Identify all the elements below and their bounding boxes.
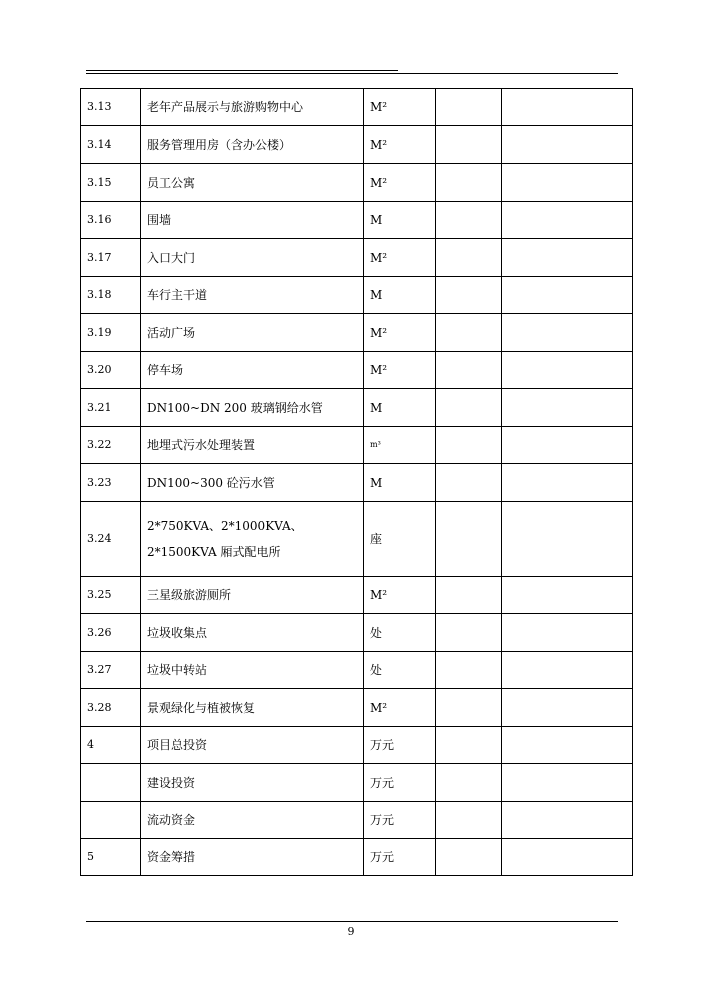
item-remark (502, 652, 633, 689)
footer-rule (86, 921, 618, 922)
item-quantity (436, 502, 502, 577)
item-name: 建设投资 (141, 764, 364, 802)
item-remark (502, 577, 633, 614)
item-unit: M² (364, 577, 436, 614)
item-remark (502, 614, 633, 652)
item-name: 入口大门 (141, 239, 364, 277)
item-quantity (436, 464, 502, 502)
row-number: 3.23 (81, 464, 141, 502)
table-row (81, 614, 633, 652)
item-quantity (436, 614, 502, 652)
header-rule-long (86, 73, 618, 74)
item-name: 资金筹措 (141, 839, 364, 876)
table-row (81, 352, 633, 389)
item-remark (502, 764, 633, 802)
item-remark (502, 727, 633, 764)
item-unit: M (364, 277, 436, 314)
row-number: 4 (81, 727, 141, 764)
item-name: 员工公寓 (141, 164, 364, 202)
row-number: 3.28 (81, 689, 141, 727)
item-unit: M² (364, 89, 436, 126)
row-number: 3.20 (81, 352, 141, 389)
table-row (81, 464, 633, 502)
row-number: 5 (81, 839, 141, 876)
row-number: 3.14 (81, 126, 141, 164)
item-remark (502, 89, 633, 126)
table-row (81, 164, 633, 202)
row-number: 3.26 (81, 614, 141, 652)
item-unit: M (364, 202, 436, 239)
table-row (81, 764, 633, 802)
item-quantity (436, 352, 502, 389)
row-number: 3.19 (81, 314, 141, 352)
item-quantity (436, 202, 502, 239)
row-number: 3.21 (81, 389, 141, 427)
item-quantity (436, 727, 502, 764)
item-unit: M (364, 389, 436, 427)
item-remark (502, 464, 633, 502)
item-unit: M² (364, 126, 436, 164)
item-unit: M² (364, 239, 436, 277)
table-row (81, 89, 633, 126)
item-name: DN100~300 砼污水管 (141, 464, 364, 502)
row-number: 3.15 (81, 164, 141, 202)
row-number (81, 802, 141, 839)
item-remark (502, 839, 633, 876)
item-name: DN100~DN 200 玻璃钢给水管 (141, 389, 364, 427)
item-quantity (436, 577, 502, 614)
row-number: 3.13 (81, 89, 141, 126)
item-name: 流动资金 (141, 802, 364, 839)
item-name: 景观绿化与植被恢复 (141, 689, 364, 727)
item-name: 地埋式污水处理装置 (141, 427, 364, 464)
item-remark (502, 164, 633, 202)
row-number: 3.25 (81, 577, 141, 614)
item-name: 垃圾收集点 (141, 614, 364, 652)
item-unit: M² (364, 164, 436, 202)
item-unit: 万元 (364, 839, 436, 876)
table-row (81, 802, 633, 839)
item-name: 三星级旅游厕所 (141, 577, 364, 614)
table-row (81, 689, 633, 727)
item-unit: m³ (364, 427, 436, 464)
item-quantity (436, 689, 502, 727)
item-quantity (436, 427, 502, 464)
item-name: 项目总投资 (141, 727, 364, 764)
item-unit: M (364, 464, 436, 502)
row-number (81, 764, 141, 802)
row-number: 3.27 (81, 652, 141, 689)
item-name: 车行主干道 (141, 277, 364, 314)
table-row (81, 126, 633, 164)
item-remark (502, 502, 633, 577)
item-unit: 座 (364, 502, 436, 577)
item-name: 2*750KVA、2*1000KVA、2*1500KVA 厢式配电所 (141, 502, 364, 577)
table-row (81, 577, 633, 614)
item-remark (502, 352, 633, 389)
item-unit: 万元 (364, 764, 436, 802)
row-number: 3.22 (81, 427, 141, 464)
table-row (81, 427, 633, 464)
table-row (81, 727, 633, 764)
item-quantity (436, 277, 502, 314)
investment-table (80, 88, 633, 876)
item-name: 围墙 (141, 202, 364, 239)
item-quantity (436, 314, 502, 352)
table-row (81, 202, 633, 239)
item-unit: 万元 (364, 802, 436, 839)
item-quantity (436, 89, 502, 126)
page-number: 9 (347, 925, 355, 938)
table-row (81, 652, 633, 689)
item-remark (502, 427, 633, 464)
item-name: 停车场 (141, 352, 364, 389)
item-quantity (436, 389, 502, 427)
item-name: 活动广场 (141, 314, 364, 352)
item-remark (502, 126, 633, 164)
item-remark (502, 202, 633, 239)
item-unit: M² (364, 314, 436, 352)
item-remark (502, 239, 633, 277)
item-remark (502, 689, 633, 727)
item-unit: M² (364, 689, 436, 727)
item-quantity (436, 239, 502, 277)
header-rule-short (86, 70, 398, 71)
row-number: 3.24 (81, 502, 141, 577)
item-unit: 万元 (364, 727, 436, 764)
item-remark (502, 389, 633, 427)
table-row (81, 314, 633, 352)
item-name: 老年产品展示与旅游购物中心 (141, 89, 364, 126)
item-quantity (436, 839, 502, 876)
table-row (81, 277, 633, 314)
item-quantity (436, 802, 502, 839)
row-number: 3.17 (81, 239, 141, 277)
item-quantity (436, 652, 502, 689)
table-row (81, 502, 633, 577)
item-quantity (436, 164, 502, 202)
table-row (81, 839, 633, 876)
row-number: 3.18 (81, 277, 141, 314)
table-row (81, 389, 633, 427)
item-unit: 处 (364, 614, 436, 652)
item-unit: M² (364, 352, 436, 389)
item-quantity (436, 764, 502, 802)
item-name: 服务管理用房（含办公楼） (141, 126, 364, 164)
item-name: 垃圾中转站 (141, 652, 364, 689)
item-quantity (436, 126, 502, 164)
table-row (81, 239, 633, 277)
row-number: 3.16 (81, 202, 141, 239)
item-unit: 处 (364, 652, 436, 689)
item-remark (502, 277, 633, 314)
item-remark (502, 314, 633, 352)
item-remark (502, 802, 633, 839)
